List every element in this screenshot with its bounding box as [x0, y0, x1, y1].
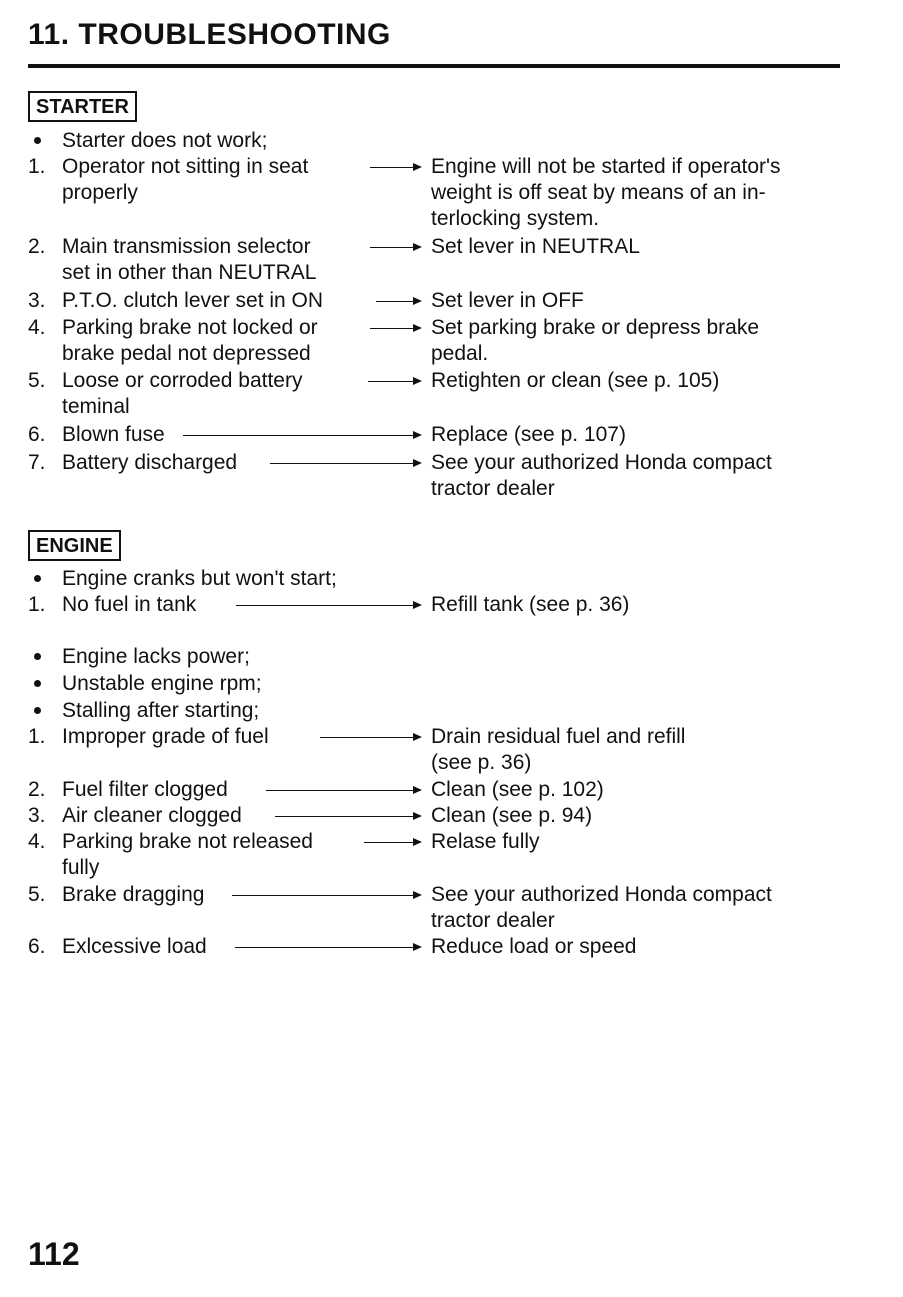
- bullet-icon: [34, 575, 41, 582]
- engine-g2-item-5-cause: Brake dragging: [62, 883, 205, 906]
- arrow-right-icon: [413, 601, 422, 609]
- engine-g2-item-4-cause: fully: [62, 856, 100, 879]
- arrow-right-icon: [413, 812, 422, 820]
- leader-line: [183, 435, 413, 436]
- starter-item-2-remedy: Set lever in NEUTRAL: [431, 235, 640, 258]
- engine-g2-item-1-remedy: Drain residual fuel and refill: [431, 725, 686, 748]
- arrow-right-icon: [413, 838, 422, 846]
- starter-item-1-remedy: Engine will not be started if operator's: [431, 155, 781, 178]
- engine-g2-item-4-num: 4.: [28, 830, 46, 853]
- engine-symptom: Stalling after starting;: [62, 699, 260, 722]
- arrow-right-icon: [413, 459, 422, 467]
- starter-item-3-remedy: Set lever in OFF: [431, 289, 584, 312]
- engine-g2-item-1-remedy: (see p. 36): [431, 751, 532, 774]
- engine-heading: ENGINE: [28, 530, 121, 561]
- bullet-icon: [34, 680, 41, 687]
- engine-g2-item-6-remedy: Reduce load or speed: [431, 935, 637, 958]
- leader-line: [235, 947, 413, 948]
- starter-item-5-cause: Loose or corroded battery: [62, 369, 303, 392]
- engine-g2-item-4-remedy: Relase fully: [431, 830, 540, 853]
- starter-item-1-num: 1.: [28, 155, 46, 178]
- starter-item-7-remedy: tractor dealer: [431, 477, 555, 500]
- leader-line: [370, 328, 413, 329]
- starter-item-7-remedy: See your authorized Honda compact: [431, 451, 772, 474]
- starter-item-6-num: 6.: [28, 423, 46, 446]
- engine-g2-item-5-num: 5.: [28, 883, 46, 906]
- starter-item-5-remedy: Retighten or clean (see p. 105): [431, 369, 720, 392]
- engine-g1-item-1-num: 1.: [28, 593, 46, 616]
- arrow-right-icon: [413, 786, 422, 794]
- starter-item-2-num: 2.: [28, 235, 46, 258]
- starter-item-7-num: 7.: [28, 451, 46, 474]
- leader-line: [320, 737, 413, 738]
- arrow-right-icon: [413, 297, 422, 305]
- arrow-right-icon: [413, 943, 422, 951]
- starter-item-1-cause: Operator not sitting in seat: [62, 155, 309, 178]
- leader-line: [368, 381, 413, 382]
- engine-g2-item-5-remedy: See your authorized Honda compact: [431, 883, 772, 906]
- engine-g1-item-1-cause: No fuel in tank: [62, 593, 197, 616]
- title-rule: [28, 64, 840, 68]
- starter-item-5-cause: teminal: [62, 395, 130, 418]
- leader-line: [370, 167, 413, 168]
- bullet-icon: [34, 137, 41, 144]
- starter-item-1-cause: properly: [62, 181, 138, 204]
- engine-g2-item-2-cause: Fuel filter clogged: [62, 778, 228, 801]
- engine-g1-item-1-remedy: Refill tank (see p. 36): [431, 593, 630, 616]
- arrow-right-icon: [413, 733, 422, 741]
- leader-line: [232, 895, 413, 896]
- bullet-icon: [34, 707, 41, 714]
- starter-item-1-remedy: weight is off seat by means of an in-: [431, 181, 766, 204]
- engine-g2-item-1-num: 1.: [28, 725, 46, 748]
- starter-item-7-cause: Battery discharged: [62, 451, 238, 474]
- leader-line: [266, 790, 413, 791]
- engine-g2-item-3-num: 3.: [28, 804, 46, 827]
- leader-line: [370, 247, 413, 248]
- engine-g2-item-3-remedy: Clean (see p. 94): [431, 804, 593, 827]
- starter-item-4-cause: brake pedal not depressed: [62, 342, 311, 365]
- arrow-right-icon: [413, 431, 422, 439]
- leader-line: [270, 463, 413, 464]
- engine-g2-item-2-num: 2.: [28, 778, 46, 801]
- starter-item-1-remedy: terlocking system.: [431, 207, 600, 230]
- engine-symptom: Engine lacks power;: [62, 645, 250, 668]
- arrow-right-icon: [413, 243, 422, 251]
- page-number: 112: [28, 1236, 80, 1272]
- engine-symptom: Engine cranks but won't start;: [62, 567, 337, 590]
- starter-symptom: Starter does not work;: [62, 129, 268, 152]
- starter-item-4-remedy: pedal.: [431, 342, 489, 365]
- arrow-right-icon: [413, 163, 422, 171]
- leader-line: [275, 816, 413, 817]
- starter-item-6-remedy: Replace (see p. 107): [431, 423, 626, 446]
- starter-item-3-cause: P.T.O. clutch lever set in ON: [62, 289, 324, 312]
- engine-g2-item-3-cause: Air cleaner clogged: [62, 804, 242, 827]
- engine-g2-item-1-cause: Improper grade of fuel: [62, 725, 269, 748]
- engine-g2-item-4-cause: Parking brake not released: [62, 830, 313, 853]
- leader-line: [364, 842, 413, 843]
- page-title: 11. TROUBLESHOOTING: [28, 18, 391, 51]
- engine-g2-item-6-cause: Exlcessive load: [62, 935, 207, 958]
- starter-item-6-cause: Blown fuse: [62, 423, 165, 446]
- engine-g2-item-6-num: 6.: [28, 935, 46, 958]
- starter-item-5-num: 5.: [28, 369, 46, 392]
- engine-symptom: Unstable engine rpm;: [62, 672, 262, 695]
- arrow-right-icon: [413, 377, 422, 385]
- starter-heading: STARTER: [28, 91, 137, 122]
- starter-item-3-num: 3.: [28, 289, 46, 312]
- starter-item-2-cause: Main transmission selector: [62, 235, 311, 258]
- leader-line: [236, 605, 413, 606]
- starter-item-4-cause: Parking brake not locked or: [62, 316, 318, 339]
- starter-item-4-num: 4.: [28, 316, 46, 339]
- arrow-right-icon: [413, 324, 422, 332]
- starter-item-2-cause: set in other than NEUTRAL: [62, 261, 317, 284]
- bullet-icon: [34, 653, 41, 660]
- engine-g2-item-2-remedy: Clean (see p. 102): [431, 778, 604, 801]
- engine-g2-item-5-remedy: tractor dealer: [431, 909, 555, 932]
- arrow-right-icon: [413, 891, 422, 899]
- starter-item-4-remedy: Set parking brake or depress brake: [431, 316, 760, 339]
- leader-line: [376, 301, 413, 302]
